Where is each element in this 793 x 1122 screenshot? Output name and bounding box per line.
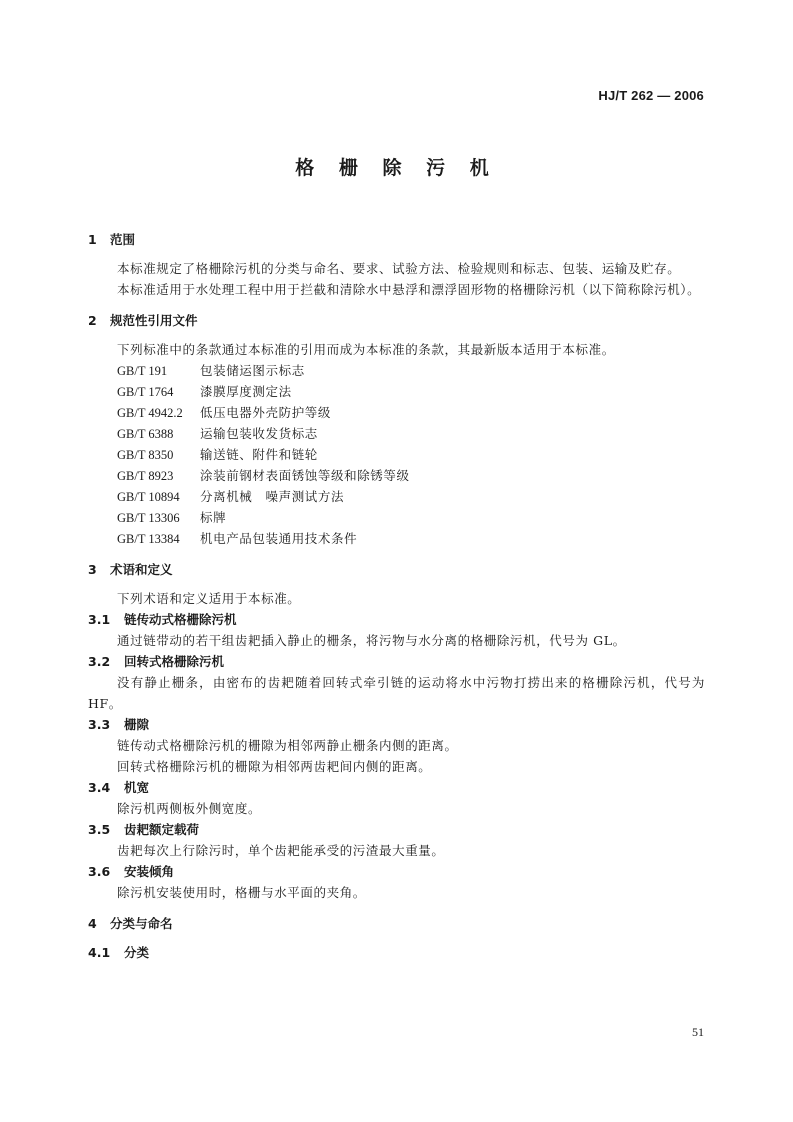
subsection-number: 3.1 <box>88 612 111 627</box>
reference-code: GB/T 6388 <box>117 427 174 441</box>
subsection-heading <box>88 609 705 630</box>
paragraph: 下列术语和定义适用于本标准。 <box>117 591 301 606</box>
paragraph: 除污机安装使用时，格栅与水平面的夹角。 <box>117 885 366 900</box>
reference-name: 机电产品包装通用技术条件 <box>200 531 358 546</box>
paragraph: 除污机两侧板外侧宽度。 <box>117 801 262 816</box>
reference-item <box>88 360 705 381</box>
subsection-number: 3.5 <box>88 822 111 837</box>
subsection-number: 3.6 <box>88 864 111 879</box>
reference-code: GB/T 10894 <box>117 490 180 504</box>
paragraph: 没有静止栅条，由密布的齿耙随着回转式牵引链的运动将水中污物打捞出来的格栅除污机，代号为 HF。 <box>88 675 705 711</box>
paragraph: 通过链带动的若干组齿耙插入静止的栅条，将污物与水分离的格栅除污机，代号为 GL。 <box>117 633 626 648</box>
document-title: 格 栅 除 污 机 <box>295 157 498 179</box>
section-number: 2 <box>88 313 97 328</box>
paragraph: 下列标准中的条款通过本标准的引用而成为本标准的条款，其最新版本适用于本标准。 <box>117 342 615 357</box>
reference-code: GB/T 191 <box>117 364 168 378</box>
subsection-title: 分类 <box>124 945 150 960</box>
reference-item <box>88 486 705 507</box>
section-title: 分类与命名 <box>110 916 173 931</box>
standard-code: HJ/T 262 — 2006 <box>598 88 704 103</box>
reference-item <box>88 402 705 423</box>
subsection-heading <box>88 861 705 882</box>
reference-item <box>88 528 705 549</box>
subsection-title: 栅隙 <box>124 717 150 732</box>
reference-item <box>88 465 705 486</box>
subsection-number: 3.3 <box>88 717 111 732</box>
reference-name: 运输包装收发货标志 <box>200 426 318 441</box>
reference-name: 包装储运图示标志 <box>200 363 305 378</box>
reference-name: 输送链、附件和链轮 <box>200 447 318 462</box>
section-heading-scope <box>88 229 705 250</box>
reference-code: GB/T 4942.2 <box>117 406 183 420</box>
paragraph: 回转式格栅除污机的栅隙为相邻两齿耙间内侧的距离。 <box>117 759 432 774</box>
section-heading-classification <box>88 913 705 934</box>
reference-name: 标牌 <box>200 510 227 525</box>
subsection-title: 链传动式格栅除污机 <box>124 612 237 627</box>
subsection-number: 4.1 <box>88 945 111 960</box>
subsection-heading <box>88 819 705 840</box>
subsection-title: 齿耙额定载荷 <box>124 822 200 837</box>
subsection-heading <box>88 714 705 735</box>
subsection-title: 机宽 <box>124 780 150 795</box>
subsection-title: 回转式格栅除污机 <box>124 654 225 669</box>
subsection-heading <box>88 777 705 798</box>
section-number: 3 <box>88 562 97 577</box>
reference-code: GB/T 8350 <box>117 448 174 462</box>
section-number: 1 <box>88 232 97 247</box>
document-body <box>88 229 705 963</box>
paragraph: 本标准适用于水处理工程中用于拦截和清除水中悬浮和漂浮固形物的格栅除污机（以下简称除污机）。 <box>117 282 701 297</box>
subsection-number: 3.2 <box>88 654 111 669</box>
section-number: 4 <box>88 916 97 931</box>
reference-code: GB/T 8923 <box>117 469 174 483</box>
reference-item <box>88 423 705 444</box>
reference-name: 涂装前钢材表面锈蚀等级和除锈等级 <box>200 468 410 483</box>
reference-name: 低压电器外壳防护等级 <box>200 405 332 420</box>
subsection-number: 3.4 <box>88 780 111 795</box>
reference-name: 漆膜厚度测定法 <box>200 384 292 399</box>
subsection-heading <box>88 651 705 672</box>
page-number: 51 <box>692 1025 704 1039</box>
reference-item <box>88 507 705 528</box>
section-heading-terms-definitions <box>88 559 705 580</box>
reference-item <box>88 444 705 465</box>
reference-code: GB/T 13306 <box>117 511 180 525</box>
section-title: 范围 <box>110 232 136 247</box>
paragraph: 本标准规定了格栅除污机的分类与命名、要求、试验方法、检验规则和标志、包装、运输及贮存。 <box>117 261 681 276</box>
subsection-title: 安装倾角 <box>124 864 175 879</box>
section-heading-normative-references <box>88 310 705 331</box>
paragraph: 齿耙每次上行除污时，单个齿耙能承受的污渣最大重量。 <box>117 843 445 858</box>
reference-list <box>88 360 705 549</box>
reference-code: GB/T 1764 <box>117 385 174 399</box>
reference-item <box>88 381 705 402</box>
section-title: 规范性引用文件 <box>110 313 198 328</box>
subsection-heading <box>88 942 705 963</box>
reference-code: GB/T 13384 <box>117 532 180 546</box>
section-title: 术语和定义 <box>110 562 173 577</box>
paragraph: 链传动式格栅除污机的栅隙为相邻两静止栅条内侧的距离。 <box>117 738 458 753</box>
reference-name: 分离机械 噪声测试方法 <box>200 489 345 504</box>
